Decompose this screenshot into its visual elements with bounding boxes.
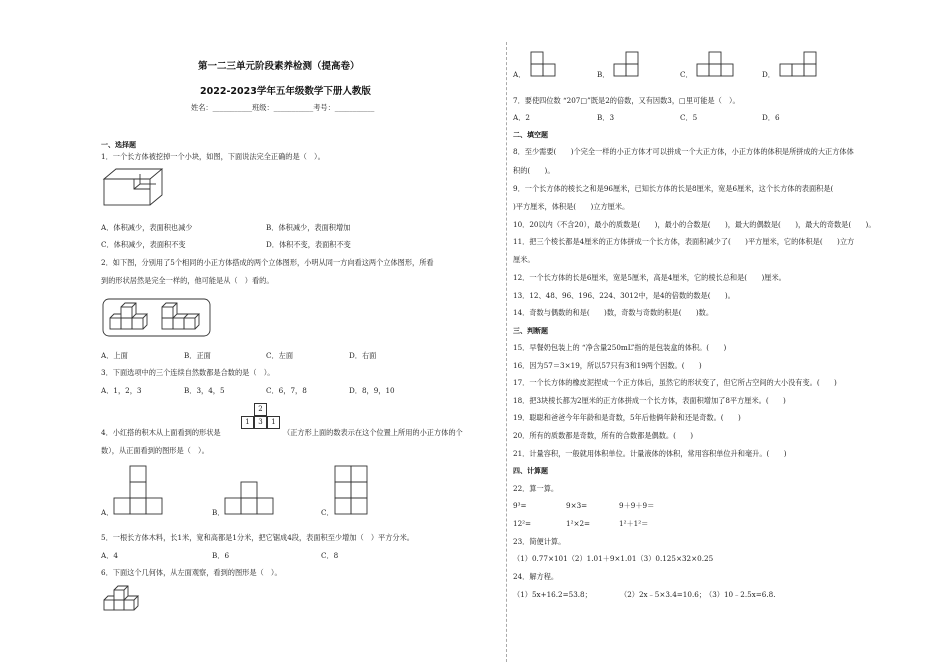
question-18: 18．把3块棱长都为2厘米的正方体拼成一个长方体，表面积增加了8平方厘米。( ) xyxy=(513,396,786,405)
q4-option-b-figure xyxy=(225,481,273,515)
exam-title: 第一二三单元阶段素养检测（提高卷） xyxy=(198,61,360,72)
q1-option-b[interactable]: B．体积减少，表面积增加 xyxy=(266,223,351,232)
q6-option-b[interactable]: B． xyxy=(597,70,610,79)
q7-option-d[interactable]: D．6 xyxy=(762,113,780,122)
question-7: 7．要使四位数 “207□”既是2的倍数，又有因数3，□里可能是（ ）。 xyxy=(513,96,740,105)
top-view-cell: 3 xyxy=(254,416,267,429)
q7-option-b[interactable]: B．3 xyxy=(597,113,615,122)
student-info-fields: 姓名：___________班级：___________考号：___________ xyxy=(191,103,375,112)
question-4-line1b: （正方形上面的数表示在这个位置上所用的小正方体的个 xyxy=(283,428,463,437)
section-multiple-choice: 一、选择题 xyxy=(101,141,136,149)
q6-option-c-figure xyxy=(696,51,734,77)
q4-option-b[interactable]: B． xyxy=(212,508,225,517)
q5-option-a[interactable]: A．4 xyxy=(101,551,118,560)
top-view-cell: 1 xyxy=(241,416,254,429)
q23-items: （1）0.77×101（2）1.01＋9×1.01（3）0.125×32×0.25 xyxy=(513,554,714,563)
question-2-line2: 到的形状居然是完全一样的，他可能是从（ ）看的。 xyxy=(101,276,274,285)
question-21: 21．计量容积，一般就用体积单位。计量液体的体积，常用容积单位升和毫升。( ) xyxy=(513,449,787,458)
q4-option-a-figure xyxy=(114,465,162,515)
section-calculation: 四、计算题 xyxy=(513,467,548,475)
q22-item: 9×3= xyxy=(566,501,588,510)
q1-option-c[interactable]: C．体积减少，表面积不变 xyxy=(101,240,186,249)
q1-option-a[interactable]: A．体积减少，表面积也减少 xyxy=(101,223,193,232)
q3-option-c[interactable]: C．6，7，8 xyxy=(266,386,307,395)
q3-option-a[interactable]: A．1，2，3 xyxy=(101,386,142,395)
q3-option-b[interactable]: B．3，4，5 xyxy=(184,386,225,395)
q22-item: 1²＋1²＝ xyxy=(619,519,649,528)
section-true-false: 三、判断题 xyxy=(513,327,548,335)
q5-option-b[interactable]: B．6 xyxy=(212,551,230,560)
question-1: 1．一个长方体被挖掉一个小块，如图，下面说法完全正确的是（ ）。 xyxy=(101,152,325,161)
question-12: 12．一个长方体的长是6厘米，宽是5厘米，高是4厘米，它的棱长总和是( )厘米。 xyxy=(513,273,786,282)
top-view-cell: 2 xyxy=(254,403,267,416)
q22-item: 9³= xyxy=(513,501,527,510)
q3-option-d[interactable]: D．8，9，10 xyxy=(349,386,395,395)
question-16: 16．因为57＝3×19，所以57只有3和19两个因数。( ) xyxy=(513,361,702,370)
q5-option-c[interactable]: C．8 xyxy=(321,551,339,560)
question-20: 20．所有的质数都是奇数，所有的合数都是偶数。( ) xyxy=(513,431,694,440)
cuboid-cutout-figure xyxy=(104,165,164,207)
q6-solid-figure xyxy=(103,586,143,612)
q6-option-a-figure xyxy=(530,51,556,77)
q24-item: （3）10﹣2.5x=6.8. xyxy=(705,590,776,599)
question-11-line2: 厘米。 xyxy=(513,255,535,264)
question-24: 24．解方程。 xyxy=(513,572,559,581)
question-15: 15．早餐奶包装上的 “净含量250mL”指的是包装盒的体积。( ) xyxy=(513,343,727,352)
question-8-line2: 积的( )。 xyxy=(513,166,555,175)
question-2-line1: 2．如下图，分别用了5个相同的小正方体搭成的两个立体图形，小明从同一方向看这两个立体图形，所看 xyxy=(101,258,434,267)
question-9-line1: 9．一个长方体的棱长之和是96厘米，已知长方体的长是8厘米，宽是6厘米，这个长方体的表面积是( xyxy=(513,184,834,193)
question-22: 22．算一算。 xyxy=(513,484,559,493)
q24-item: （1）5x+16.2=53.8； xyxy=(513,590,592,599)
q22-item: 1²×2= xyxy=(566,519,591,528)
question-17: 17．一个长方体的橡皮泥捏成一个正方体后，虽然它的形状变了，但它所占空间的大小没有变。( ) xyxy=(513,378,837,387)
q4-option-a[interactable]: A． xyxy=(101,508,114,517)
question-4-line2: 数），从正面看到的图形是（ ）。 xyxy=(101,446,209,455)
q2-option-c[interactable]: C．左面 xyxy=(266,351,294,360)
column-divider xyxy=(506,42,507,662)
exam-subtitle: 2022-2023学年五年级数学下册人教版 xyxy=(200,86,371,97)
question-13: 13．12、48、96、196、224、3012中，是4的倍数的数是( )。 xyxy=(513,291,735,300)
question-14: 14．奇数与偶数的和是( )数，奇数与奇数的积是( )数。 xyxy=(513,308,714,317)
q2-option-d[interactable]: D．右面 xyxy=(349,351,377,360)
question-9-line2: )平方厘米，体积是( )立方厘米。 xyxy=(513,202,630,211)
q22-item: 12²= xyxy=(513,519,532,528)
q4-option-c[interactable]: C． xyxy=(321,508,334,517)
question-4-line1a: 4．小红搭的积木从上面看到的形状是 xyxy=(101,428,221,437)
q6-option-a[interactable]: A． xyxy=(513,70,526,79)
q1-option-d[interactable]: D．体积不变，表面积不变 xyxy=(266,240,351,249)
question-3: 3．下面选项中的三个连续自然数都是合数的是（ ）。 xyxy=(101,368,275,377)
q7-option-a[interactable]: A．2 xyxy=(513,113,530,122)
q2-option-a[interactable]: A．上面 xyxy=(101,351,128,360)
cube-stacks-figure xyxy=(102,298,212,338)
q22-item: 9＋9＋9＝ xyxy=(619,501,655,510)
question-23: 23．简便计算。 xyxy=(513,537,566,546)
section-fill-in: 二、填空题 xyxy=(513,131,548,139)
q6-option-b-figure xyxy=(613,51,639,77)
question-6: 6．下面这个几何体，从左面观察，看到的图形是（ ）。 xyxy=(101,568,282,577)
top-view-cell: 1 xyxy=(267,416,280,429)
question-11-line1: 11．把三个棱长都是4厘米的正方体拼成一个长方体，表面积减少了( )平方厘米，它的体积是( )立方 xyxy=(513,237,855,246)
question-10: 10．20以内（不含20），最小的质数是( )，最小的合数是( )，最大的偶数是( )，最大的奇数是( )。 xyxy=(513,220,876,229)
q2-option-b[interactable]: B．正面 xyxy=(184,351,211,360)
q7-option-c[interactable]: C．5 xyxy=(680,113,698,122)
q6-option-d[interactable]: D． xyxy=(762,70,775,79)
question-19: 19．聪聪和爸爸今年年龄和是奇数，5年后他俩年龄和还是奇数。( ) xyxy=(513,413,741,422)
q24-item: （2）2x﹣5×3.4=10.6； xyxy=(620,590,707,599)
q6-option-c[interactable]: C． xyxy=(680,70,693,79)
q6-option-d-figure xyxy=(779,51,817,77)
q4-option-c-figure xyxy=(335,465,367,515)
question-8-line1: 8．至少需要( )个完全一样的小正方体才可以拼成一个大正方体，小正方体的体积是所拼成的大正方体体 xyxy=(513,147,854,156)
question-5: 5．一根长方体木料，长1米，宽和高都是1分米，把它锯成4段，表面积至少增加（ ）平方分米。 xyxy=(101,533,414,542)
